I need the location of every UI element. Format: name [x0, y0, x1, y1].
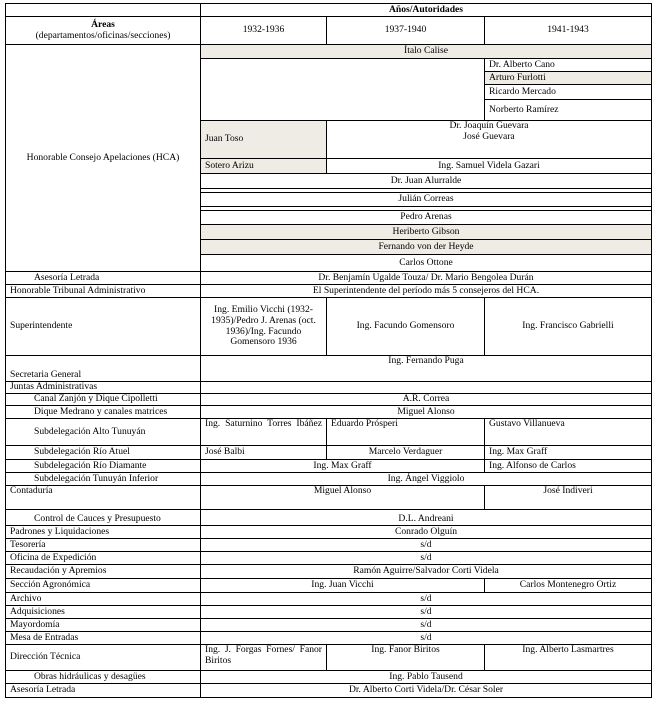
hca-arturo-furlotti: Arturo Furlotti [485, 72, 652, 85]
table-row [6, 382, 652, 394]
mesa-entradas-value: s/d [201, 632, 652, 645]
table-row [6, 446, 652, 460]
direccion-tecnica-1937: Ing. Fanor Biritos [327, 645, 485, 671]
hca-norberto-ramirez: Norberto Ramírez [485, 100, 652, 121]
asesoria-letrada-label: Asesoría Letrada [6, 272, 201, 285]
recaudacion-value: Ramón Aguirre/Salvador Corti Videla [201, 565, 652, 579]
table-row [6, 460, 652, 473]
archivo-value: s/d [201, 593, 652, 606]
hca-gibson: Heriberto Gibson [201, 225, 652, 240]
tesoreria-label: Tesorería [6, 539, 201, 552]
contaduria-1932-1940: Miguel Alonso [201, 486, 485, 510]
padrones-value: Conrado Olguín [201, 526, 652, 539]
adquisiciones-value: s/d [201, 606, 652, 619]
zanjon-value: A.R. Correa [201, 394, 652, 406]
cauces-value: D.L. Andreani [201, 510, 652, 526]
table-row [6, 671, 652, 684]
rio-diamante-label: Subdelegación Río Diamante [6, 460, 201, 473]
table-row [6, 285, 652, 298]
table-row [6, 684, 652, 698]
archivo-label: Archivo [6, 593, 201, 606]
table-row [6, 593, 652, 606]
table-row [6, 486, 652, 510]
mayordomia-value: s/d [201, 619, 652, 632]
superintendente-label: Superintendente [6, 298, 201, 356]
table-row [6, 552, 652, 565]
table-row [6, 565, 652, 579]
expedicion-value: s/d [201, 552, 652, 565]
tesoreria-value: s/d [201, 539, 652, 552]
rio-diamante-1932-1940: Ing. Max Graff [201, 460, 485, 473]
table-row [6, 272, 652, 285]
table-row [6, 632, 652, 645]
secretaria-value: Ing. Fernando Puga [201, 356, 652, 382]
hca-empty-cell [201, 59, 485, 121]
hca-guevara [327, 121, 652, 159]
superintendente-1937: Ing. Facundo Gomensoro [327, 298, 485, 356]
agronomica-label: Sección Agronómica [6, 579, 201, 593]
table-row [6, 298, 652, 356]
alto-tunuyan-1937: Eduardo Prósperi [327, 419, 485, 446]
table-row [6, 473, 652, 486]
areas-title: Áreas [91, 18, 115, 30]
tribunal-value: El Superintendente del período más 5 consejeros del HCA. [201, 285, 652, 298]
hca-alberto-cano: Dr. Alberto Cano [485, 59, 652, 72]
hca-arenas: Pedro Arenas [201, 211, 652, 225]
period-1941-1943: 1941-1943 [485, 17, 652, 45]
tunuyan-inferior-label: Subdelegación Tunuyán Inferior [6, 473, 201, 486]
areas-heading [6, 17, 201, 45]
juntas-label: Juntas Administrativas [6, 382, 201, 394]
contaduria-label: Contaduría [6, 486, 201, 510]
alto-tunuyan-label: Subdelegación Alto Tunuyán [6, 419, 201, 446]
areas-subtitle: (departamentos/oficinas/secciones) [35, 29, 171, 41]
medrano-value: Miguel Alonso [201, 406, 652, 419]
asesoria-letrada-2-value: Dr. Alberto Corti Videla/Dr. César Soler [201, 684, 652, 698]
table-row [6, 406, 652, 419]
period-1932-1936: 1932-1936 [201, 17, 327, 45]
authorities-document [5, 3, 651, 698]
obras-hidraulicas-value: Ing. Pablo Tausend [201, 671, 652, 684]
table-row [6, 539, 652, 552]
hca-alurralde: Dr. Juan Alurralde [201, 174, 652, 189]
obras-hidraulicas-label: Obras hidráulicas y desagües [6, 671, 201, 684]
contaduria-1941: José Indiveri [485, 486, 652, 510]
hca-guevara-joaquin: Dr. Joaquín Guevara [449, 120, 529, 131]
hca-ottone: Carlos Ottone [201, 255, 652, 272]
header-corner [6, 4, 201, 17]
table-row [6, 606, 652, 619]
header-row-top [6, 4, 652, 17]
mesa-entradas-label: Mesa de Entradas [6, 632, 201, 645]
hca-juan-toso: Juan Toso [201, 121, 327, 159]
rio-atuel-1941: Ing. Max Graff [485, 446, 652, 460]
table-row [6, 526, 652, 539]
superintendente-1932: Ing. Emilio Vicchi (1932-1935)/Pedro J. Arenas (oct. 1936)/Ing. Facundo Gomensoro 1936 [201, 298, 327, 356]
cauces-label: Control de Cauces y Presupuesto [6, 510, 201, 526]
padrones-label: Padrones y Liquidaciones [6, 526, 201, 539]
rio-atuel-1932: José Balbi [201, 446, 327, 460]
alto-tunuyan-1941: Gustavo Villanueva [485, 419, 652, 446]
table-row [6, 619, 652, 632]
agronomica-1941: Carlos Montenegro Ortiz [485, 579, 652, 593]
recaudacion-label: Recaudación y Apremios [6, 565, 201, 579]
header-row-periods [6, 17, 652, 45]
rio-atuel-label: Subdelegación Río Atuel [6, 446, 201, 460]
hca-ricardo-mercado: Ricardo Mercado [485, 85, 652, 100]
asesoria-letrada-2-label: Asesoría Letrada [6, 684, 201, 698]
direccion-tecnica-1932: Ing. J. Forgas Fornes/ Fanor Biritos [201, 645, 327, 671]
years-authorities-heading: Años/Autoridades [201, 4, 652, 17]
hca-label: Honorable Consejo Apelaciones (HCA) [6, 45, 201, 272]
hca-videla-gazari: Ing. Samuel Videla Gazari [327, 159, 652, 174]
tribunal-label: Honorable Tribunal Administrativo [6, 285, 201, 298]
tunuyan-inferior-value: Ing. Ángel Viggiolo [201, 473, 652, 486]
zanjon-label: Canal Zanjón y Dique Cipolletti [6, 394, 201, 406]
direccion-tecnica-1941: Ing. Alberto Lasmartres [485, 645, 652, 671]
table-row [6, 394, 652, 406]
period-1937-1940: 1937-1940 [327, 17, 485, 45]
hca-sotero-arizu: Sotero Arizu [201, 159, 327, 174]
expedicion-label: Oficina de Expedición [6, 552, 201, 565]
rio-atuel-1937: Marcelo Verdaguer [327, 446, 485, 460]
hca-italo-calise: Ítalo Calise [201, 45, 652, 59]
table-row [6, 645, 652, 671]
table-row [6, 579, 652, 593]
alto-tunuyan-1932: Ing. Saturnino Torres Ibáñez [201, 419, 327, 446]
hca-guevara-jose: José Guevara [463, 130, 515, 142]
superintendente-1941: Ing. Francisco Gabrielli [485, 298, 652, 356]
direccion-tecnica-label: Dirección Técnica [6, 645, 201, 671]
hca-von-der-heyde: Fernando von der Heyde [201, 240, 652, 255]
hca-correas: Julián Correas [201, 193, 652, 207]
authorities-table [5, 3, 652, 698]
medrano-label: Dique Medrano y canales matrices [6, 406, 201, 419]
table-row [6, 419, 652, 446]
juntas-empty [201, 382, 652, 394]
adquisiciones-label: Adquisiciones [6, 606, 201, 619]
table-row [6, 510, 652, 526]
asesoria-letrada-value: Dr. Benjamín Ugalde Touza/ Dr. Mario Bengolea Durán [201, 272, 652, 285]
mayordomia-label: Mayordomía [6, 619, 201, 632]
agronomica-1932-1940: Ing. Juan Vicchi [201, 579, 485, 593]
hca-row [6, 45, 652, 59]
table-row [6, 356, 652, 382]
secretaria-label: Secretaria General [6, 356, 201, 382]
rio-diamante-1941: Ing. Alfonso de Carlos [485, 460, 652, 473]
